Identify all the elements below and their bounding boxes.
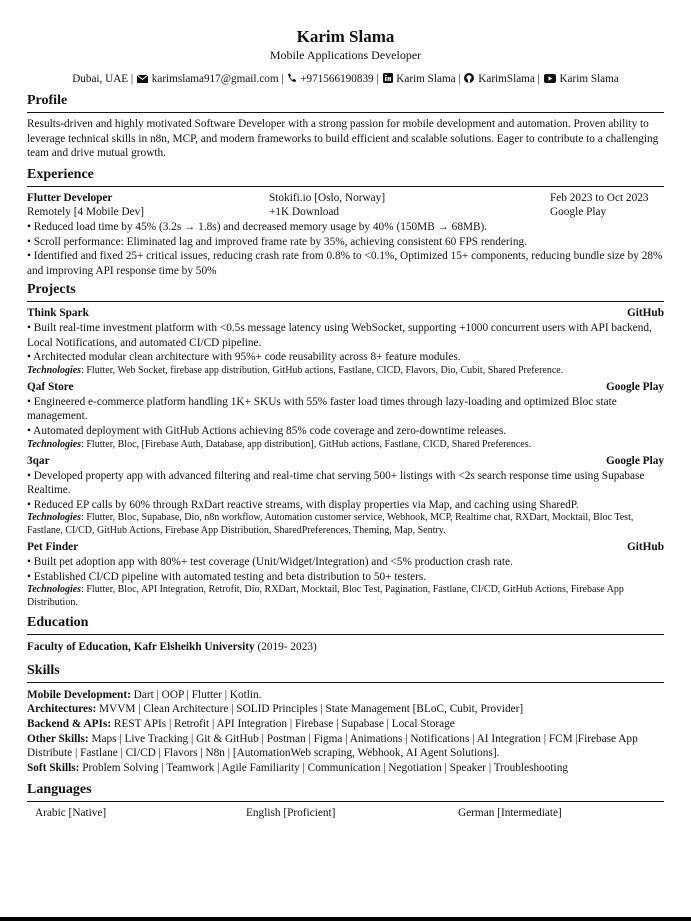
youtube-link[interactable]: Karim Slama [559,73,619,85]
skills-list [27,688,664,776]
page-bottom-border [0,917,691,921]
envelope-icon [137,75,148,83]
technologies-label: Technologies [27,584,82,596]
skill-row: Other Skills: Maps | Live Tracking | Git & GitHub | Postman | Figma | Animations | Notifications | AI Integration | FCM |Firebase App Distribute | Fastlane | CI/CD | Flavors | N8n | [AutomationWeb scraping, Webhook, AI Agent Solutions]. [27,732,638,760]
linkedin-icon [383,73,393,83]
section-heading-languages: Languages [27,781,664,802]
project-link[interactable]: Google Play [605,455,664,468]
store-link[interactable]: Google Play [550,206,607,219]
technologies-label: Technologies [27,438,82,450]
project-bullet: • Automated deployment with GitHub Actions achieving 85% code coverage and zero-downtime releases. [27,425,507,437]
project-bullet: • Developed property app with advanced filtering and real-time chat serving 500+ listings with <2s search response time using Supabase Realtime. [27,469,645,497]
language-item: English [Proficient] [246,807,336,820]
job-title: Flutter Developer [27,191,113,204]
project-technologies: Technologies: Flutter, Bloc, API Integration, Retrofit, Dio, RXDart, Mocktail, Bloc Test, Pagination, Fastlane, CI/CD, GitHub Actions, Firebase App Distribution. [27,584,624,608]
language-item: German [Intermediate] [458,807,562,820]
section-heading-skills: Skills [27,662,664,683]
experience-subheader [27,205,664,220]
candidate-role: Mobile Applications Developer [269,48,422,62]
project-bullet: • Built real-time investment platform with <0.5s message latency using WebSocket, supporting +1000 concurrent users with API backend, Local Notifications, and automated CI/CD pipeline. [27,321,652,349]
experience-bullet: • Reduced load time by 45% (3.2s → 1.8s) and decreased memory usage by 40% (150MB → 68MB). [27,220,488,233]
resume-page [27,27,664,821]
section-heading-education: Education [27,614,664,635]
candidate-name: Karim Slama [296,27,395,46]
project-link[interactable]: Google Play [605,381,664,394]
project-bullet: • Reduced EP calls by 60% through RxDart reactive streams, with display properties via Map, and caching using SharedP. [27,498,579,511]
project-3qar [27,454,664,537]
phone-number[interactable]: +971566190839 [300,73,374,85]
work-mode: Remotely [4 Mobile Dev] [27,206,145,219]
school-name: Faculty of Education, Kafr Elsheikh University [27,641,255,654]
language-item: Arabic [Native] [35,807,107,820]
project-name: 3qar [27,455,50,468]
skill-row: Architectures: MVVM | Clean Architecture | SOLID Principles | State Management [BLoC, Cubit, Provider] [27,703,524,716]
section-heading-experience: Experience [27,166,664,187]
technologies-label: Technologies [27,364,82,376]
youtube-icon [544,74,556,83]
location: Dubai, UAE [72,73,129,85]
email-link[interactable]: karimslama917@gmail.com [151,73,279,85]
project-technologies: Technologies: Flutter, Bloc, [Firebase Auth, Database, app distribution], GitHub actions, Fastlane, CICD, Shared Preferences. [27,438,532,450]
languages-list [27,806,664,821]
project-name: Qaf Store [27,381,74,394]
project-name: Think Spark [27,307,89,320]
github-icon [464,73,474,83]
linkedin-link[interactable]: Karim Slama [396,73,456,85]
section-heading-profile: Profile [27,92,664,113]
project-bullet: • Architected modular clean architecture with 95%+ code reusability across 8+ feature modules. [27,351,461,364]
education-years: (2019- 2023) [257,641,317,654]
project-technologies: Technologies: Flutter, Web Socket, firebase app distribution, GitHub actions, Fastlane, CICD, Flavors, Dio, Cubit, Shared Preference. [27,364,564,376]
project-pet-finder [27,540,664,609]
project-bullet: • Established CI/CD pipeline with automated testing and beta distribution to 50+ testers. [27,570,427,583]
project-think-spark [27,306,664,377]
section-heading-projects: Projects [27,281,664,302]
download-count: +1K Download [269,206,340,219]
company: Stokifi.io [Oslo, Norway] [269,191,386,204]
project-link[interactable]: GitHub [626,541,664,554]
skill-row: Soft Skills: Problem Solving | Teamwork | Agile Familiarity | Communication | Negotiation | Speaker | Troubleshooting [27,761,568,774]
job-dates: Feb 2023 to Oct 2023 [550,191,649,204]
profile-summary: Results-driven and highly motivated Software Developer with a strong passion for mobile development and automation. Proven ability to leverage technical skills in n8n, MCP, and modern frameworks to build efficient and scalable solutions. Eager to contribute to a challenging team and drive mutual growth. [27,118,659,160]
project-bullet: • Engineered e-commerce platform handling 1K+ SKUs with 55% faster load times through lazy-loading and optimized Bloc state management. [27,395,617,423]
project-technologies: Technologies: Flutter, Bloc, Supabase, Dio, n8n workflow, Automation customer service, Webhook, MCP, Realtime chat, RXDart, Mocktail, Bloc Test, Fastlane, CI/CD, GitHub Actions, Firebase App Distribution, SharedPreferences, Theming, Map, Sentry. [27,512,634,536]
experience-bullet: • Identified and fixed 25+ critical issues, reducing crash rate from 0.8% to <0.1%, Optimized 15+ components, reducing bundle size by 28% and improving API response time by 50% [27,250,663,277]
experience-bullet: • Scroll performance: Eliminated lag and improved frame rate by 35%, achieving consistent 60 FPS rendering. [27,235,527,248]
skill-row: Mobile Development: Dart | OOP | Flutter | Kotlin. [27,688,262,701]
experience-header [27,191,664,206]
project-link[interactable]: GitHub [626,307,664,320]
technologies-label: Technologies [27,512,82,524]
project-bullet: • Built pet adoption app with 80%+ test coverage (Unit/Widget/Integration) and <5% production crash rate. [27,556,513,569]
github-link[interactable]: KarimSlama [478,73,535,85]
contact-line: Dubai, UAE | karimslama917@gmail.com | +971566190839 | Karim Slama | KarimSlama | Karim Slama [72,73,619,85]
phone-icon [287,73,296,83]
project-qaf-store [27,380,664,451]
skill-row: Backend & APIs: REST APIs | Retrofit | API Integration | Firebase | Supabase | Local Storage [27,718,455,731]
project-name: Pet Finder [27,541,79,554]
education-entry [27,640,664,655]
